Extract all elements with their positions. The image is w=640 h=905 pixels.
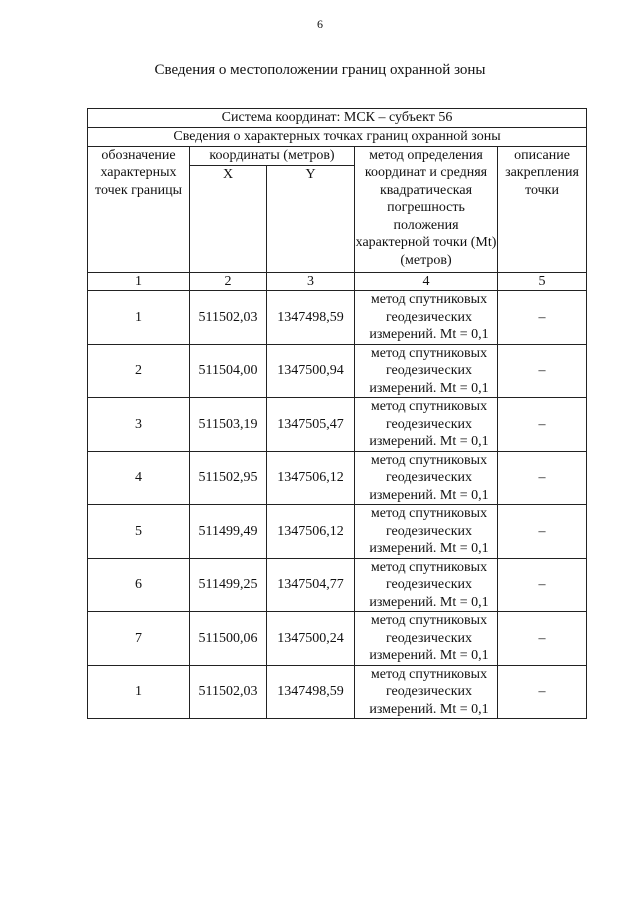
column-number: 4 <box>355 272 498 291</box>
table-row <box>88 344 587 398</box>
point-label-cell: 7 <box>88 612 190 666</box>
x-coordinate-cell: 511500,06 <box>190 612 267 666</box>
description-cell: – <box>498 505 587 559</box>
table-row <box>88 612 587 666</box>
y-coordinate-cell: 1347500,94 <box>267 344 355 398</box>
x-coordinate-cell: 511499,49 <box>190 505 267 559</box>
method-cell: метод спутниковых геодезических измерений. Mt = 0,1 <box>355 612 498 666</box>
header-method: метод определения координат и средняя квадратическая погрешность положения характерной точки (Mt) (метров) <box>355 146 498 272</box>
description-cell: – <box>498 398 587 452</box>
method-cell: метод спутниковых геодезических измерений. Mt = 0,1 <box>355 398 498 452</box>
method-cell: метод спутниковых геодезических измерений. Mt = 0,1 <box>355 665 498 719</box>
x-coordinate-cell: 511504,00 <box>190 344 267 398</box>
header-y: Y <box>267 165 355 272</box>
y-coordinate-cell: 1347498,59 <box>267 665 355 719</box>
boundary-points-table <box>87 108 587 719</box>
header-coords: координаты (метров) <box>190 146 355 165</box>
table-row <box>88 558 587 612</box>
x-coordinate-cell: 511502,03 <box>190 291 267 345</box>
table-row <box>88 451 587 505</box>
x-coordinate-cell: 511499,25 <box>190 558 267 612</box>
table-row <box>88 291 587 345</box>
coord-system-caption: Система координат: МСК – субъект 56 <box>88 109 587 128</box>
header-description: описание закрепления точки <box>498 146 587 272</box>
x-coordinate-cell: 511502,95 <box>190 451 267 505</box>
point-label-cell: 1 <box>88 665 190 719</box>
method-cell: метод спутниковых геодезических измерений. Mt = 0,1 <box>355 558 498 612</box>
description-cell: – <box>498 291 587 345</box>
y-coordinate-cell: 1347506,12 <box>267 451 355 505</box>
column-number: 2 <box>190 272 267 291</box>
page-title: Сведения о местоположении границ охранной зоны <box>154 62 486 78</box>
column-number: 5 <box>498 272 587 291</box>
description-cell: – <box>498 451 587 505</box>
point-label-cell: 5 <box>88 505 190 559</box>
point-label-cell: 6 <box>88 558 190 612</box>
column-number: 1 <box>88 272 190 291</box>
section-caption: Сведения о характерных точках границ охранной зоны <box>88 127 587 146</box>
y-coordinate-cell: 1347504,77 <box>267 558 355 612</box>
method-cell: метод спутниковых геодезических измерений. Mt = 0,1 <box>355 451 498 505</box>
column-numbers-row <box>88 272 587 291</box>
description-cell: – <box>498 665 587 719</box>
description-cell: – <box>498 344 587 398</box>
description-cell: – <box>498 612 587 666</box>
y-coordinate-cell: 1347500,24 <box>267 612 355 666</box>
column-number: 3 <box>267 272 355 291</box>
y-coordinate-cell: 1347498,59 <box>267 291 355 345</box>
header-point-label: обозначение характерных точек границы <box>88 146 190 272</box>
header-x: X <box>190 165 267 272</box>
method-cell: метод спутниковых геодезических измерений. Mt = 0,1 <box>355 505 498 559</box>
y-coordinate-cell: 1347506,12 <box>267 505 355 559</box>
method-cell: метод спутниковых геодезических измерений. Mt = 0,1 <box>355 344 498 398</box>
point-label-cell: 2 <box>88 344 190 398</box>
x-coordinate-cell: 511503,19 <box>190 398 267 452</box>
point-label-cell: 3 <box>88 398 190 452</box>
y-coordinate-cell: 1347505,47 <box>267 398 355 452</box>
description-cell: – <box>498 558 587 612</box>
table-row <box>88 398 587 452</box>
page-number: 6 <box>317 17 323 31</box>
method-cell: метод спутниковых геодезических измерений. Mt = 0,1 <box>355 291 498 345</box>
point-label-cell: 1 <box>88 291 190 345</box>
table-row <box>88 505 587 559</box>
point-label-cell: 4 <box>88 451 190 505</box>
x-coordinate-cell: 511502,03 <box>190 665 267 719</box>
table-row <box>88 665 587 719</box>
